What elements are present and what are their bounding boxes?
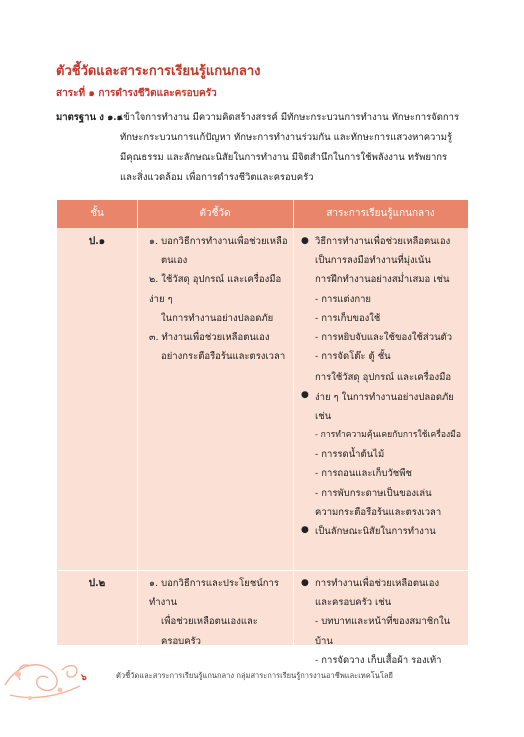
content-line: และครอบครัว เช่น [315, 597, 392, 609]
standard-line: ทักษะกระบวนการแก้ปัญหา ทักษะการทำงานร่วมกัน และทักษะการแสวงหาความรู้ [120, 132, 453, 143]
indicator-cell [149, 574, 293, 651]
row-divider [57, 570, 468, 571]
content-line: เช่น [315, 410, 332, 422]
bullet-icon: ● [301, 525, 309, 535]
standard-text [120, 108, 472, 188]
page-title: ตัวชี้วัดและสาระการเรียนรู้แกนกลาง [56, 64, 261, 79]
content-line: - บทบาทและหน้าที่ของสมาชิกในบ้าน [315, 616, 451, 647]
indicator-line: อย่างกระตือรือร้นและตรงเวลา [161, 351, 286, 363]
column-divider [293, 200, 294, 645]
content-line: การทำงานเพื่อช่วยเหลือตนเอง [315, 578, 440, 589]
content-line: - การถอนและเก็บวัชพืช [315, 468, 412, 480]
grade-cell: ป.๒ [88, 578, 106, 589]
floral-ornament-icon [0, 640, 90, 710]
strand-heading: สาระที่ ๑ การดำรงชีวิตและครอบครัว [56, 88, 217, 99]
bullet-icon: ● [301, 578, 309, 588]
content-line: - การจัดโต๊ะ ตู้ ชั้น [315, 351, 391, 363]
content-line: การฝึกทำงานอย่างสม่ำเสมอ เช่น [315, 274, 450, 286]
indicator-line: ๓. ทำงานเพื่อช่วยเหลือตนเอง [149, 332, 270, 344]
content-line: ง่าย ๆ ในการทำงานอย่างปลอดภัย [315, 391, 454, 403]
content-line: - การแต่งกาย [315, 293, 372, 305]
content-line: - การหยิบจับและใช้ของใช้ส่วนตัว [315, 332, 453, 344]
content-line: - การรดน้ำต้นไม้ [315, 449, 385, 461]
standard-label: มาตรฐาน ง ๑.๑ [56, 112, 123, 123]
content-line: การใช้วัสดุ อุปกรณ์ และเครื่องมือ [315, 372, 452, 384]
indicator-cell [149, 232, 293, 366]
header-content: สาระการเรียนรู้แกนกลาง [326, 208, 435, 219]
bullet-icon: ● [301, 390, 309, 400]
content-line: ความกระตือรือร้นและตรงเวลา [315, 506, 442, 518]
column-divider [137, 200, 138, 645]
content-cell [315, 574, 467, 670]
footer-text: ตัวชี้วัดและสาระการเรียนรู้แกนกลาง กลุ่มสาระการเรียนรู้การงานอาชีพและเทคโนโลยี [116, 671, 393, 680]
table-header [57, 200, 468, 228]
content-line: วิธีการทำงานเพื่อช่วยเหลือตนเอง [315, 236, 451, 247]
content-line: - การทำความคุ้นเคยกับการใช้เครื่องมือ [315, 430, 461, 441]
bullet-icon: ● [301, 236, 309, 246]
indicators-table [57, 200, 468, 666]
standard-line: มีคุณธรรม และลักษณะนิสัยในการทำงาน มีจิตสำนึกในการใช้พลังงาน ทรัพยากร [120, 152, 448, 163]
indicator-line: ๑. บอกวิธีการทำงานเพื่อช่วยเหลือ [149, 236, 288, 247]
indicator-line: ๒. ใช้วัสดุ อุปกรณ์ และเครื่องมือง่าย ๆ [149, 274, 282, 305]
indicator-line: ตนเอง [161, 255, 188, 267]
content-cell [315, 232, 467, 541]
page-number: ๖ [81, 673, 87, 683]
indicator-line: เพื่อช่วยเหลือตนเองและครอบครัว [161, 616, 258, 647]
content-line: เป็นการลงมือทำงานที่มุ่งเน้น [315, 255, 431, 267]
standard-line: เข้าใจการทำงาน มีความคิดสร้างสรรค์ มีทักษะกระบวนการทำงาน ทักษะการจัดการ [120, 112, 460, 123]
content-line: - การจัดวาง เก็บเสื้อผ้า รองเท้า [315, 654, 442, 666]
content-line: เป็นลักษณะนิสัยในการทำงาน [315, 526, 436, 538]
grade-cell: ป.๑ [88, 236, 106, 247]
indicator-line: ๑. บอกวิธีการและประโยชน์การทำงาน [149, 578, 279, 609]
content-line: - การพับกระดาษเป็นของเล่น [315, 487, 432, 499]
indicator-line: ในการทำงานอย่างปลอดภัย [161, 312, 274, 324]
standard-line: และสิ่งแวดล้อม เพื่อการดำรงชีวิตและครอบครัว [120, 172, 314, 183]
content-line: - การเก็บของใช้ [315, 312, 381, 324]
header-indicator: ตัวชี้วัด [199, 208, 231, 219]
header-grade: ชั้น [90, 208, 104, 219]
